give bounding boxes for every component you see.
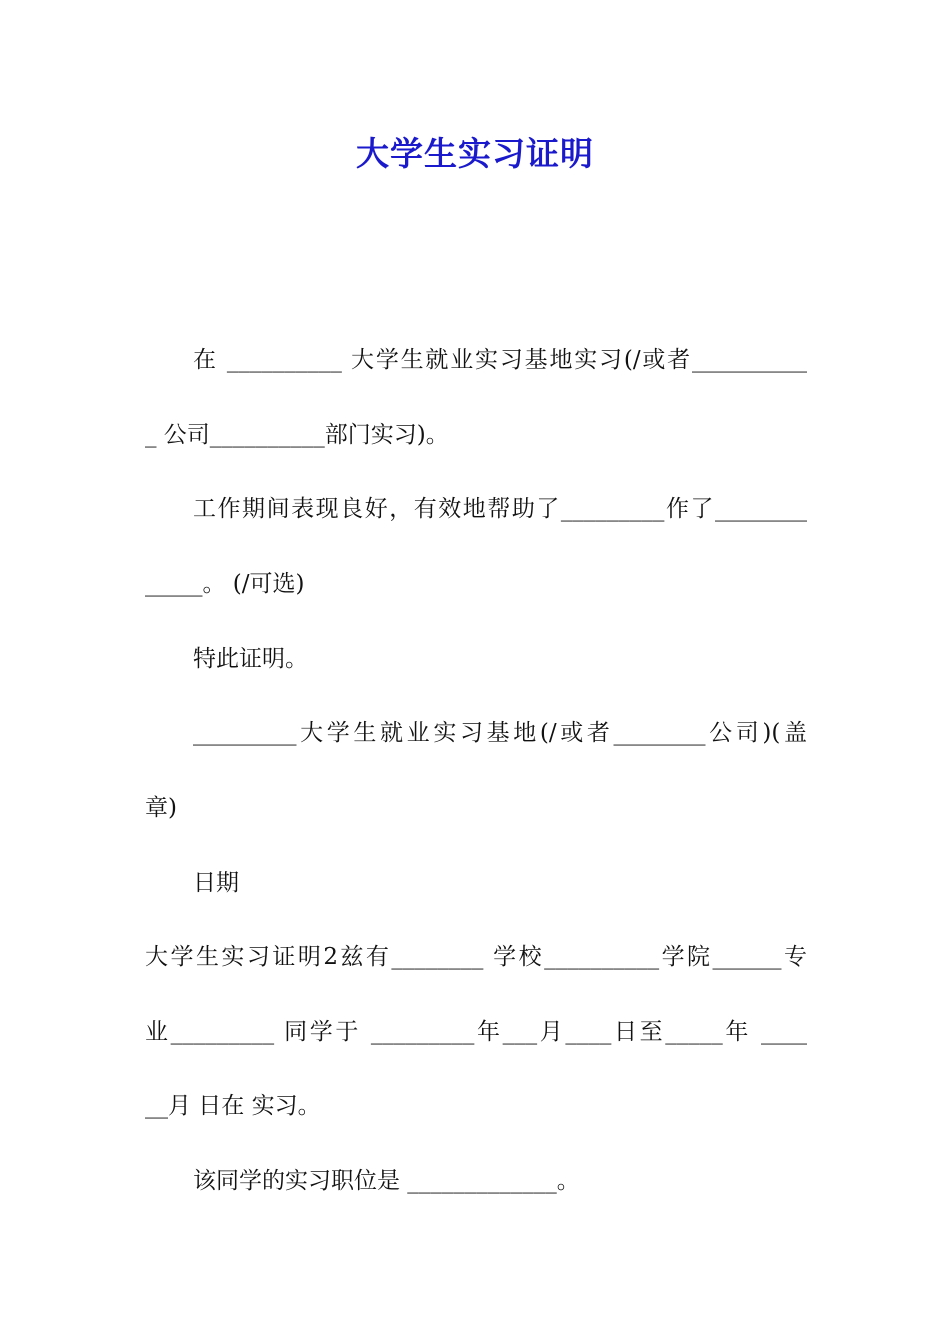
paragraph-line: 业_________ 同学于 _________年___月____日至_____年 ____ xyxy=(145,1019,807,1045)
paragraph-line: 特此证明。 xyxy=(193,646,308,672)
paragraph-line: _ 公司__________部门实习)。 xyxy=(145,422,449,448)
paragraph-line: 章) xyxy=(145,795,177,821)
paragraph-line: _____。 (/可选) xyxy=(145,571,305,597)
paragraph-line: 在 __________ 大学生就业实习基地实习(/或者__________ xyxy=(193,347,807,373)
paragraph-line: 该同学的实习职位是 _____________。 xyxy=(193,1168,580,1194)
paragraph-line: _________大学生就业实习基地(/或者________公司)(盖 xyxy=(193,720,807,746)
paragraph-line: 大学生实习证明2兹有________ 学校__________学院______专 xyxy=(145,944,807,970)
paragraph-line: 日期 xyxy=(193,870,239,896)
paragraph-line: __月 日在 实习。 xyxy=(145,1093,321,1119)
paragraph-line: 工作期间表现良好，有效地帮助了_________作了________ xyxy=(193,496,807,522)
document-title: 大学生实习证明 xyxy=(356,134,594,173)
